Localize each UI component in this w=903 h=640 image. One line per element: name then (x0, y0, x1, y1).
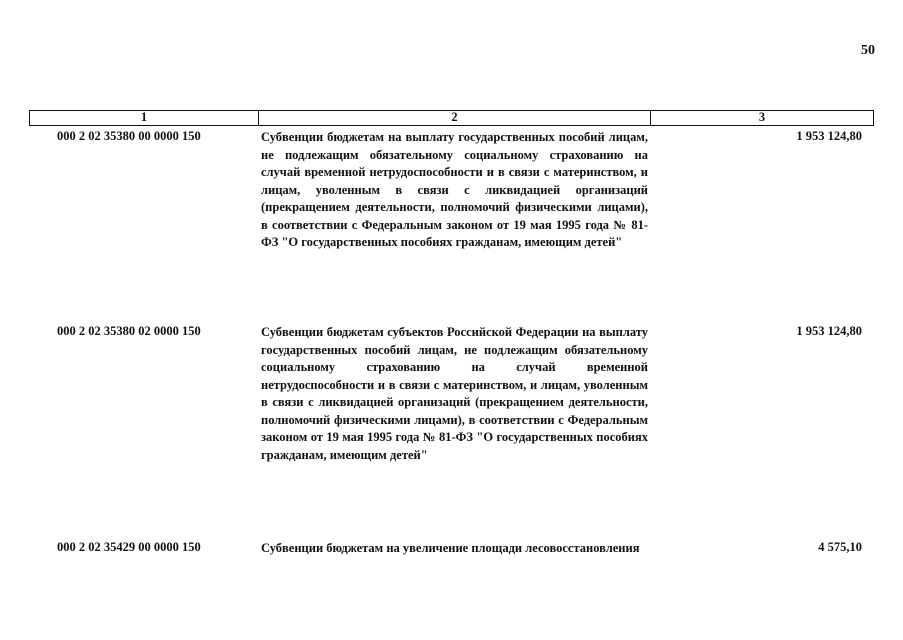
row-amount: 1 953 124,80 (796, 324, 862, 338)
column-header-3: 3 (758, 110, 766, 124)
row-description: Субвенции бюджетам на увеличение площади лесовосстановления (261, 541, 640, 555)
row-description: Субвенции бюджетам на выплату государственных пособий лицам, не подлежащим обязательному социальному страхованию на случай временной нетрудоспособности и в связи с материнством, и лицам, уволенным в связи с ликвидацией организаций (прекращением деятельности, полномочий физическими лицами), в соответствии с Федеральным законом от 19 мая 1995 года № 81-ФЗ "О государственных пособиях гражданам, имеющим детей" (261, 130, 648, 249)
budget-code: 000 2 02 35429 00 0000 150 (57, 540, 201, 554)
column-header-2: 2 (259, 111, 651, 125)
column-header-1: 1 (30, 111, 259, 125)
row-amount: 1 953 124,80 (796, 129, 862, 143)
row-description: Субвенции бюджетам субъектов Российской Федерации на выплату государственных пособий лицам, не подлежащим обязательному социальному страхованию на случай временной нетрудоспособности и в связи с материнством, и лицам, уволенным в связи с ликвидацией организаций (прекращением деятельности, полномочий физическими лицами), в соответствии с Федеральным законом от 19 мая 1995 года № 81-ФЗ "О государственных пособиях гражданам, имеющим детей" (261, 325, 648, 462)
budget-code: 000 2 02 35380 00 0000 150 (57, 129, 201, 143)
table-header (29, 110, 874, 126)
budget-code: 000 2 02 35380 02 0000 150 (57, 324, 201, 338)
page-number: 50 (861, 43, 875, 58)
row-amount: 4 575,10 (818, 540, 862, 554)
